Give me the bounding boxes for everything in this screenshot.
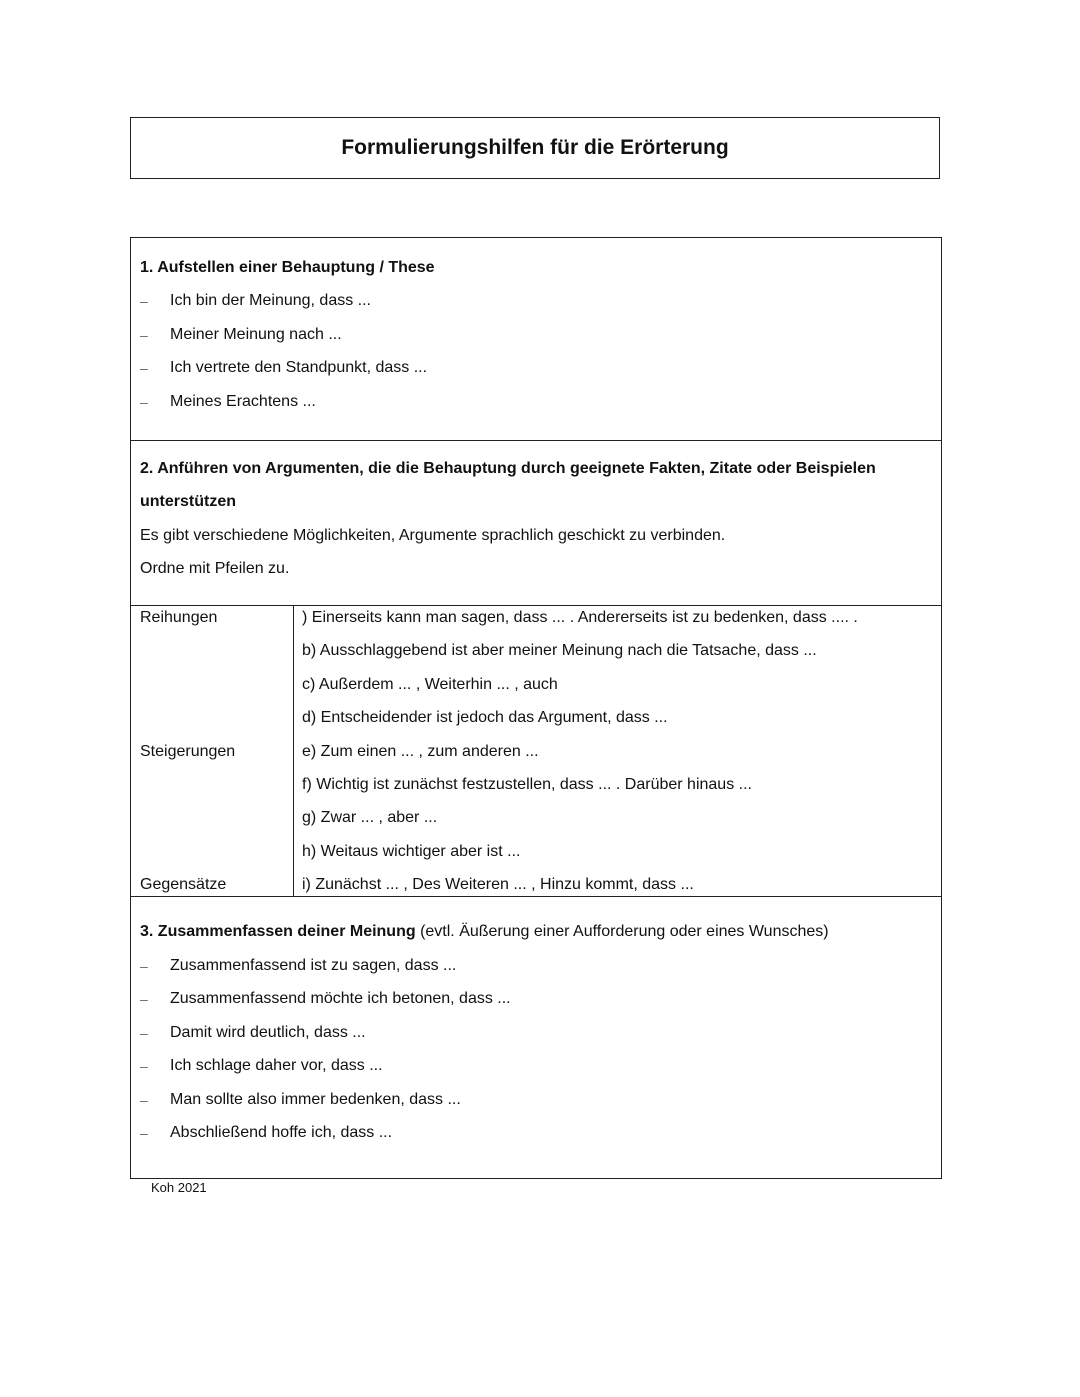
section3-heading: [140, 922, 829, 942]
dash-marker: –: [140, 958, 148, 974]
list-item: Zusammenfassend ist zu sagen, dass ...: [170, 957, 457, 974]
list-item: Ich schlage daher vor, dass ...: [170, 1057, 383, 1074]
section2-text: Es gibt verschiedene Möglichkeiten, Argumente sprachlich geschickt zu verbinden.: [140, 527, 726, 544]
main-table: [130, 237, 942, 1179]
section-arguments: [131, 441, 941, 606]
dash-marker: –: [140, 327, 148, 343]
title-box: [130, 117, 940, 179]
page-title: Formulierungshilfen für die Erörterung: [341, 136, 729, 159]
option-h: h) Weitaus wichtiger aber ist ...: [302, 843, 521, 860]
category-label: Gegensätze: [140, 876, 227, 893]
matching-table: [131, 606, 941, 897]
option-d: d) Entscheidender ist jedoch das Argument, dass ...: [302, 709, 668, 726]
dash-marker: –: [140, 1092, 148, 1108]
list-item: Meines Erachtens ...: [170, 393, 316, 410]
option-g: g) Zwar ... , aber ...: [302, 809, 438, 826]
section-summary: [131, 897, 941, 1178]
dash-marker: –: [140, 1058, 148, 1074]
list-item: Damit wird deutlich, dass ...: [170, 1024, 366, 1041]
footer-note: Koh 2021: [151, 1180, 207, 1195]
option-f: f) Wichtig ist zunächst festzustellen, dass ... . Darüber hinaus ...: [302, 776, 752, 793]
list-item: Ich bin der Meinung, dass ...: [170, 292, 371, 309]
dash-marker: –: [140, 394, 148, 410]
section2-heading-line2: unterstützen: [140, 493, 236, 510]
dash-marker: –: [140, 1125, 148, 1141]
section3-heading-rest: (evtl. Äußerung einer Aufforderung oder eines Wunsches): [415, 923, 829, 940]
section3-heading-bold: 3. Zusammenfassen deiner Meinung: [140, 923, 416, 940]
section1-heading: 1. Aufstellen einer Behauptung / These: [140, 259, 435, 276]
option-b: b) Ausschlaggebend ist aber meiner Meinung nach die Tatsache, dass ...: [302, 642, 817, 659]
list-item: Abschließend hoffe ich, dass ...: [170, 1124, 393, 1141]
list-item: Ich vertrete den Standpunkt, dass ...: [170, 359, 428, 376]
section2-instruction: Ordne mit Pfeilen zu.: [140, 560, 290, 577]
dash-marker: –: [140, 1025, 148, 1041]
column-divider: [293, 606, 294, 896]
section-thesis: [131, 238, 941, 441]
option-e: e) Zum einen ... , zum anderen ...: [302, 743, 539, 760]
dash-marker: –: [140, 360, 148, 376]
option-a: ) Einerseits kann man sagen, dass ... . Andererseits ist zu bedenken, dass .... .: [302, 609, 858, 626]
section2-heading-line1: 2. Anführen von Argumenten, die die Behauptung durch geeignete Fakten, Zitate oder Beispielen: [140, 460, 876, 477]
list-item: Zusammenfassend möchte ich betonen, dass ...: [170, 990, 511, 1007]
option-i: i) Zunächst ... , Des Weiteren ... , Hinzu kommt, dass ...: [302, 876, 694, 893]
option-c: c) Außerdem ... , Weiterhin ... , auch: [302, 676, 558, 693]
category-label: Reihungen: [140, 609, 218, 626]
list-item: Meiner Meinung nach ...: [170, 326, 342, 343]
list-item: Man sollte also immer bedenken, dass ...: [170, 1091, 461, 1108]
dash-marker: –: [140, 991, 148, 1007]
dash-marker: –: [140, 293, 148, 309]
category-label: Steigerungen: [140, 743, 236, 760]
